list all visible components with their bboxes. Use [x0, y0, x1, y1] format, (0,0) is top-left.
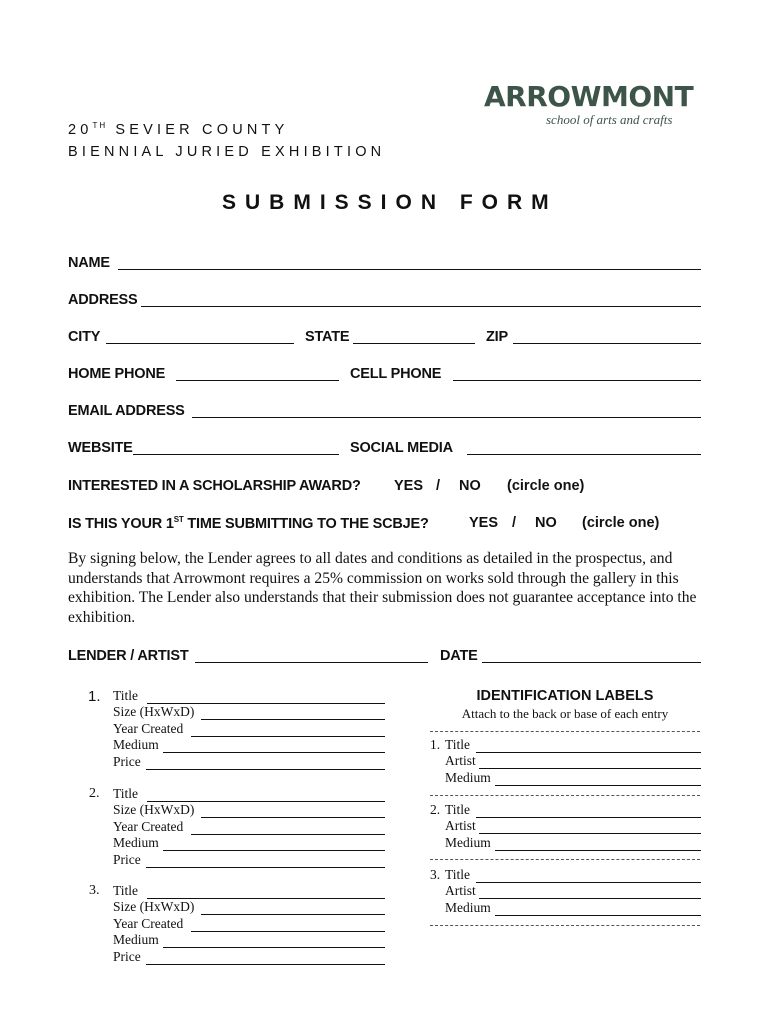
- state-field[interactable]: [353, 343, 475, 344]
- logo-tagline: school of arts and crafts: [546, 112, 673, 127]
- first-time-no[interactable]: NO: [535, 515, 557, 531]
- label-field-label: Artist: [445, 818, 476, 834]
- scholarship-question: INTERESTED IN A SCHOLARSHIP AWARD?: [68, 478, 361, 494]
- label-cut-line: [430, 925, 700, 926]
- work-field-label: Price: [113, 851, 141, 867]
- label-field-label: Title: [445, 737, 471, 752]
- email-label: EMAIL ADDRESS: [68, 403, 185, 419]
- lender-artist-label: LENDER / ARTIST: [68, 648, 189, 664]
- scholarship-note: (circle one): [507, 478, 585, 494]
- work-number: 1.: [88, 688, 101, 705]
- name-label: NAME: [68, 255, 110, 271]
- arrowmont-logo: ARROWMONT: [484, 80, 694, 113]
- work-field-line[interactable]: [146, 964, 385, 965]
- scholarship-slash: /: [436, 478, 441, 494]
- first-time-question: IS THIS YOUR 1ST TIME SUBMITTING TO THE SCBJE?: [68, 515, 429, 532]
- label-field-line[interactable]: [479, 768, 701, 769]
- work-field-line[interactable]: [146, 769, 385, 770]
- home-phone-label: HOME PHONE: [68, 366, 166, 382]
- scholarship-no[interactable]: NO: [459, 478, 481, 494]
- agreement-text: By signing below, the Lender agrees to all dates and conditions as detailed in the prospectus, and understands that Arrowmont requires a 25% commission on works sold through the gallery in this exhibition. The Lender also understands that their submission does not guarantee acceptance into the exhibition.: [68, 550, 697, 626]
- first-time-yes[interactable]: YES: [469, 515, 499, 531]
- label-cut-line: [430, 795, 700, 796]
- zip-label: ZIP: [486, 329, 508, 345]
- work-field-line[interactable]: [146, 867, 385, 868]
- label-field-line[interactable]: [495, 785, 701, 786]
- work-field-label: Year Created: [113, 720, 184, 736]
- label-field-label: Title: [445, 802, 471, 817]
- address-field[interactable]: [141, 306, 701, 307]
- address-label: ADDRESS: [68, 292, 138, 308]
- work-field-line[interactable]: [191, 834, 385, 835]
- work-field-label: Year Created: [113, 915, 184, 931]
- label-field-label: Medium: [445, 769, 491, 785]
- label-field-label: Title: [445, 867, 471, 882]
- work-field-line[interactable]: [201, 914, 385, 915]
- work-field-label: Size (HxWxD): [113, 899, 195, 915]
- identification-labels-title: IDENTIFICATION LABELS: [476, 688, 654, 704]
- cell-phone-label: CELL PHONE: [350, 366, 442, 382]
- date-field[interactable]: [482, 662, 701, 663]
- website-label: WEBSITE: [68, 440, 133, 456]
- label-cut-line: [430, 731, 700, 732]
- identification-labels-subtitle: Attach to the back or base of each entry: [461, 706, 669, 721]
- work-field-label: Price: [113, 753, 141, 769]
- form-title: SUBMISSION FORM: [222, 191, 558, 214]
- work-field-label: Year Created: [113, 818, 184, 834]
- work-field-line[interactable]: [163, 850, 385, 851]
- home-phone-field[interactable]: [176, 380, 339, 381]
- date-label: DATE: [440, 648, 478, 664]
- work-field-label: Title: [113, 688, 139, 703]
- social-media-field[interactable]: [467, 454, 701, 455]
- zip-field[interactable]: [513, 343, 701, 344]
- label-field-label: Medium: [445, 834, 491, 850]
- work-number: 2.: [89, 786, 100, 801]
- scholarship-yes[interactable]: YES: [394, 478, 424, 494]
- work-field-line[interactable]: [201, 817, 385, 818]
- label-cut-line: [430, 859, 700, 860]
- label-field-line[interactable]: [476, 752, 701, 753]
- work-number: 3.: [89, 883, 100, 898]
- event-title-line1: 20TH SEVIER COUNTY: [68, 121, 289, 138]
- work-field-label: Medium: [113, 932, 159, 948]
- work-field-line[interactable]: [191, 736, 385, 737]
- event-title-line2: BIENNIAL JURIED EXHIBITION: [68, 144, 386, 160]
- work-field-label: Medium: [113, 835, 159, 851]
- work-field-line[interactable]: [201, 719, 385, 720]
- work-field-label: Size (HxWxD): [113, 802, 195, 818]
- label-number: 1.: [430, 737, 441, 752]
- label-field-label: Artist: [445, 883, 476, 899]
- work-field-line[interactable]: [163, 947, 385, 948]
- label-field-line[interactable]: [495, 915, 701, 916]
- city-field[interactable]: [106, 343, 294, 344]
- label-field-line[interactable]: [479, 898, 701, 899]
- label-field-line[interactable]: [476, 882, 701, 883]
- work-field-line[interactable]: [191, 931, 385, 932]
- work-field-line[interactable]: [163, 752, 385, 753]
- label-field-label: Medium: [445, 899, 491, 915]
- city-label: CITY: [68, 329, 101, 345]
- work-field-label: Price: [113, 948, 141, 964]
- label-number: 2.: [430, 802, 441, 817]
- work-field-label: Title: [113, 883, 139, 898]
- first-time-note: (circle one): [582, 515, 660, 531]
- cell-phone-field[interactable]: [453, 380, 701, 381]
- label-number: 3.: [430, 867, 441, 882]
- work-field-label: Medium: [113, 737, 159, 753]
- state-label: STATE: [305, 329, 350, 345]
- work-field-label: Title: [113, 786, 139, 801]
- website-field[interactable]: [133, 454, 339, 455]
- label-field-line[interactable]: [479, 833, 701, 834]
- email-field[interactable]: [192, 417, 701, 418]
- work-field-label: Size (HxWxD): [113, 704, 195, 720]
- label-field-line[interactable]: [476, 817, 701, 818]
- label-field-label: Artist: [445, 753, 476, 769]
- name-field[interactable]: [118, 269, 701, 270]
- first-time-slash: /: [512, 515, 517, 531]
- lender-signature-field[interactable]: [195, 662, 428, 663]
- social-media-label: SOCIAL MEDIA: [350, 440, 453, 456]
- label-field-line[interactable]: [495, 850, 701, 851]
